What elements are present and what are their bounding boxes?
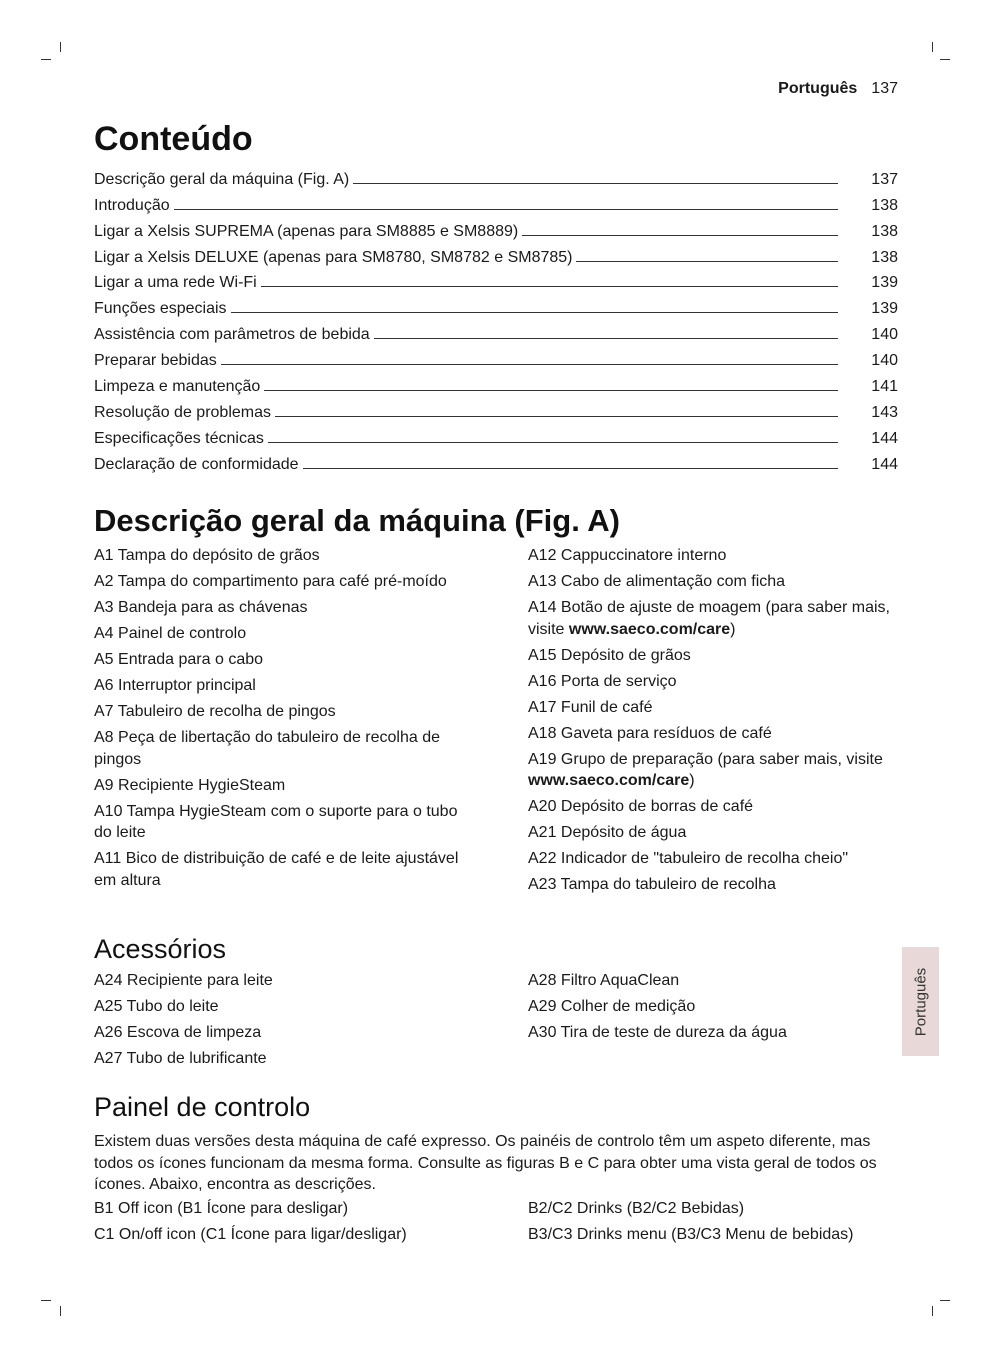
list-item: A18 Gaveta para resíduos de café [528,724,772,742]
overview-left-column [94,545,464,896]
side-tab-label: Português [912,967,929,1036]
control-panel-intro: Existem duas versões desta máquina de café expresso. Os painéis de controlo têm um aspeto diferente, mas todos os ícones funcionam da mesma forma. Consulte as figuras B e C para obter uma vista geral de todos os ícones. Abaixo, encontra as descrições. [94,1133,877,1193]
accessories-right-column [528,970,898,1048]
list-item: A21 Depósito de água [528,824,687,841]
toc-leader-line [522,235,838,236]
control-panel-title: Painel de controlo [94,1092,311,1122]
toc-entry-label: Assistência com parâmetros de bebida [94,326,370,344]
toc-leader-line [268,442,838,443]
toc-entry-label: Limpeza e manutenção [94,378,261,396]
toc-entry-page: 144 [871,429,898,447]
toc-leader-line [264,390,838,391]
list-item: A7 Tabuleiro de recolha de pingos [94,703,336,720]
list-item: A20 Depósito de borras de café [528,798,754,815]
toc-entry-label: Especificações técnicas [94,429,264,447]
overview-title: Descrição geral da máquina (Fig. A) [94,503,620,538]
crop-mark [60,1306,61,1316]
list-item: A29 Colher de medição [528,998,696,1015]
toc-entry-label: Introdução [94,196,170,214]
accessories-left-column [94,970,464,1074]
toc-leader-line [576,261,838,262]
toc-leader-line [353,183,838,184]
toc-leader-line [261,286,838,287]
list-item: C1 On/off icon (C1 Ícone para ligar/desligar) [94,1226,407,1243]
item-text: A14 Botão de ajuste de moagem (para saber mais, visite [528,599,890,638]
toc-entry[interactable] [94,215,898,241]
list-item: A13 Cabo de alimentação com ficha [528,573,786,590]
toc-entry-page: 139 [871,274,898,292]
list-item: A15 Depósito de grãos [528,646,691,664]
list-item: A12 Cappuccinatore interno [528,547,727,564]
toc-leader-line [275,416,838,417]
toc-entry-page: 137 [871,170,898,188]
toc-entry-label: Ligar a uma rede Wi-Fi [94,274,257,292]
toc-entry-page: 143 [871,403,898,421]
control-panel-right-column [528,1198,898,1250]
crop-mark [60,42,61,52]
toc-entry-page: 140 [871,352,898,370]
crop-mark [41,1300,51,1301]
list-item: A1 Tampa do depósito de grãos [94,547,320,564]
table-of-contents [94,163,898,474]
toc-entry-page: 138 [871,222,898,240]
list-item: A17 Funil de café [528,698,653,716]
header-language: Português [778,80,858,97]
toc-leader-line [374,338,838,339]
toc-entry-label: Ligar a Xelsis DELUXE (apenas para SM8780, SM8782 e SM8785) [94,248,573,266]
running-header [778,80,898,98]
list-item: A5 Entrada para o cabo [94,651,264,668]
toc-entry-label: Ligar a Xelsis SUPREMA (apenas para SM8885 e SM8889) [94,222,519,240]
toc-entry-label: Declaração de conformidade [94,455,299,473]
list-item: B2/C2 Drinks (B2/C2 Bebidas) [528,1200,745,1217]
list-item: B1 Off icon (B1 Ícone para desligar) [94,1200,349,1217]
toc-entry[interactable] [94,267,898,293]
list-item: A4 Painel de controlo [94,625,247,642]
list-item: A8 Peça de libertação do tabuleiro de recolha de pingos [94,729,441,768]
list-item: A16 Porta de serviço [528,672,677,690]
list-item: A24 Recipiente para leite [94,972,273,989]
list-item: A30 Tira de teste de dureza da água [528,1024,787,1041]
toc-entry[interactable] [94,422,898,448]
website-link[interactable]: www.saeco.com/care [568,620,731,638]
website-link[interactable]: www.saeco.com/care [528,772,690,789]
crop-mark [932,42,933,52]
toc-entry[interactable] [94,344,898,370]
list-item: A23 Tampa do tabuleiro de recolha [528,876,776,893]
toc-entry[interactable] [94,448,898,474]
item-text: ) [730,620,736,638]
toc-entry-page: 140 [871,326,898,344]
toc-entry[interactable] [94,370,898,396]
toc-leader-line [231,312,838,313]
toc-leader-line [221,364,838,365]
toc-entry[interactable] [94,189,898,215]
list-item: A10 Tampa HygieSteam com o suporte para o tubo do leite [94,802,458,841]
list-item [528,749,898,792]
crop-mark [940,1300,950,1301]
crop-mark [41,59,51,60]
list-item: A28 Filtro AquaClean [528,972,680,989]
toc-leader-line [303,468,838,469]
toc-entry-page: 138 [871,196,898,214]
overview-right-column [528,545,898,900]
crop-mark [940,59,950,60]
toc-entry-label: Funções especiais [94,300,227,318]
header-page-number: 137 [871,80,898,97]
list-item: A9 Recipiente HygieSteam [94,776,286,794]
toc-entry[interactable] [94,396,898,422]
toc-entry[interactable] [94,163,898,189]
toc-entry[interactable] [94,241,898,267]
toc-entry-label: Preparar bebidas [94,352,217,370]
toc-entry-label: Descrição geral da máquina (Fig. A) [94,170,350,188]
toc-entry[interactable] [94,292,898,318]
toc-entry-page: 141 [871,378,898,396]
list-item: A6 Interruptor principal [94,677,256,694]
list-item: A25 Tubo do leite [94,998,219,1015]
list-item: A26 Escova de limpeza [94,1024,262,1041]
list-item: A2 Tampa do compartimento para café pré-moído [94,573,447,590]
list-item: A27 Tubo de lubrificante [94,1050,267,1067]
accessories-title: Acessórios [94,934,227,964]
toc-entry-page: 139 [871,300,898,318]
list-item: A11 Bico de distribuição de café e de leite ajustável em altura [94,850,459,889]
list-item: A3 Bandeja para as chávenas [94,599,308,616]
toc-entry-page: 138 [871,248,898,266]
item-text: ) [689,772,695,789]
list-item [528,597,898,640]
list-item: B3/C3 Drinks menu (B3/C3 Menu de bebidas) [528,1226,854,1243]
toc-entry-page: 144 [871,455,898,473]
toc-title: Conteúdo [94,120,253,158]
list-item: A22 Indicador de "tabuleiro de recolha cheio" [528,850,849,867]
crop-mark [932,1306,933,1316]
item-text: A19 Grupo de preparação (para saber mais, visite [528,750,883,768]
toc-entry-label: Resolução de problemas [94,403,271,421]
toc-leader-line [174,209,838,210]
language-side-tab [902,947,939,1056]
control-panel-left-column [94,1198,464,1250]
toc-entry[interactable] [94,318,898,344]
